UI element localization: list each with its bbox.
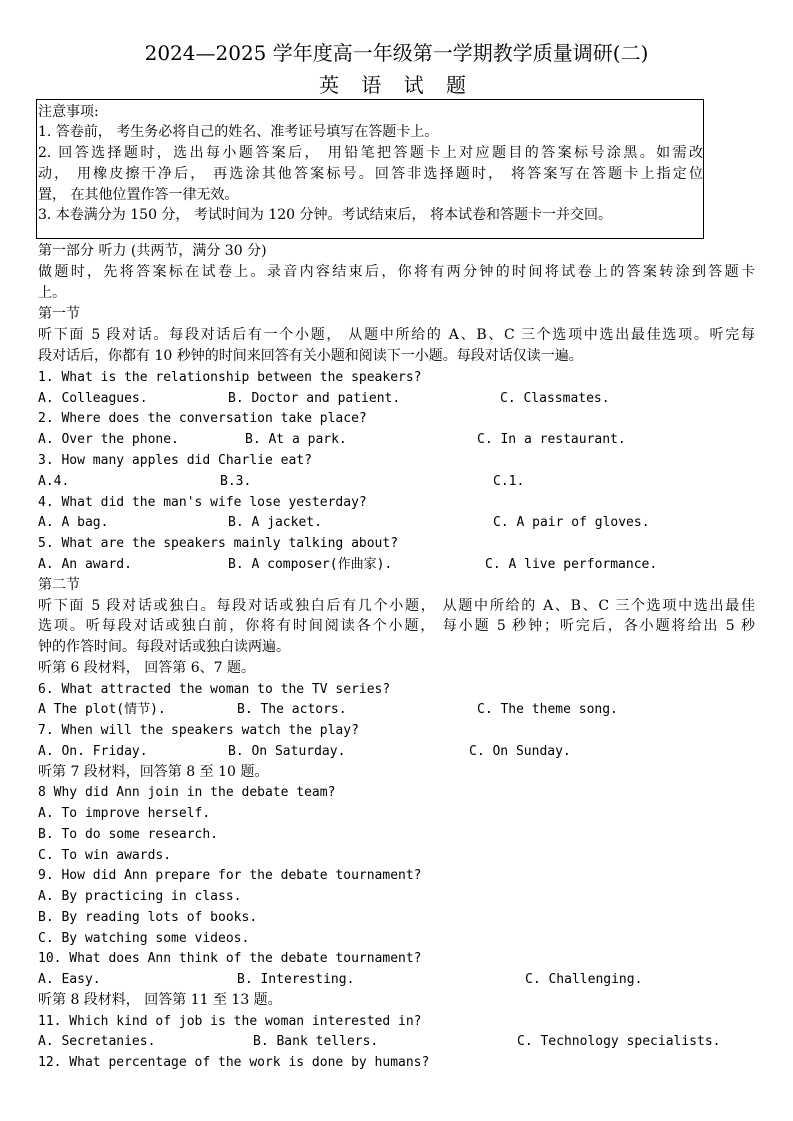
question-3-option-c: C.1. xyxy=(493,474,525,489)
question-3-option-b: B.3. xyxy=(220,474,252,489)
question-2-option-b: B. At a park. xyxy=(245,432,347,447)
question-10-option-c: C. Challenging. xyxy=(525,972,643,987)
material-7-heading: 听第 7 段材料，回答第 8 至 10 题。 xyxy=(38,764,269,780)
question-7-option-c: C. On Sunday. xyxy=(469,744,571,759)
question-11-option-b: B. Bank tellers. xyxy=(253,1034,379,1049)
section2-intro-line-1: 听下面 5 段对话或独白。每段对话或独白后有几个小题， 从题中所给的 A、B、C 三个选项中选出最佳 xyxy=(38,598,755,614)
question-11-option-c: C. Technology specialists. xyxy=(517,1034,721,1049)
section2-heading: 第二节 xyxy=(38,577,80,593)
question-2-stem: 2. Where does the conversation take place? xyxy=(38,411,367,426)
question-1-stem: 1. What is the relationship between the speakers? xyxy=(38,370,422,385)
exam-subtitle: 英 语 试 题 xyxy=(318,73,475,97)
notice-item-2-line-3: 置， 在其他位置作答一律无效。 xyxy=(38,187,239,203)
exam-title: 2024—2025 学年度高一年级第一学期教学质量调研(二) xyxy=(144,41,649,65)
notice-item-2-line-1: 2. 回答选择题时，选出每小题答案后， 用铅笔把答题卡上对应题目的答案标号涂黑。如需改 xyxy=(38,145,703,161)
notice-heading: 注意事项: xyxy=(38,104,99,120)
question-9-option-b: B. By reading lots of books. xyxy=(38,910,258,925)
question-6-stem: 6. What attracted the woman to the TV series? xyxy=(38,682,391,697)
question-5-option-b: B. A composer(作曲家). xyxy=(228,557,393,572)
notice-item-3: 3. 本卷满分为 150 分， 考试时间为 120 分钟。考试结束后， 将本试卷和答题卡一并交回。 xyxy=(38,207,612,223)
question-2-option-a: A. Over the phone. xyxy=(38,432,179,447)
question-10-option-b: B. Interesting. xyxy=(237,972,355,987)
question-11-option-a: A. Secretanies. xyxy=(38,1034,156,1049)
notice-item-2-line-2: 动， 用橡皮擦干净后， 再选涂其他答案标号。回答非选择题时， 将答案写在答题卡上指定位 xyxy=(38,166,703,182)
question-5-stem: 5. What are the speakers mainly talking about? xyxy=(38,536,399,551)
question-11-stem: 11. Which kind of job is the woman interested in? xyxy=(38,1014,422,1029)
material-8-heading: 听第 8 段材料， 回答第 11 至 13 题。 xyxy=(38,992,282,1008)
section2-intro-line-2: 选项。听每段对话或独白前，你将有时间阅读各个小题， 每小题 5 秒钟；听完后，各小题将给出 5 秒 xyxy=(38,618,755,634)
question-7-option-a: A. On. Friday. xyxy=(38,744,148,759)
question-9-option-c: C. By watching some videos. xyxy=(38,931,250,946)
question-1-option-a: A. Colleagues. xyxy=(38,391,148,406)
question-4-option-a: A. A bag. xyxy=(38,515,109,530)
question-12-stem: 12. What percentage of the work is done by humans? xyxy=(38,1055,430,1070)
question-5-option-c: C. A live performance. xyxy=(485,557,658,572)
question-7-stem: 7. When will the speakers watch the play? xyxy=(38,723,359,738)
notice-item-1: 1. 答卷前， 考生务必将自己的姓名、准考证号填写在答题卡上。 xyxy=(38,124,439,140)
material-6-heading: 听第 6 段材料， 回答第 6、7 题。 xyxy=(38,660,255,676)
question-1-option-b: B. Doctor and patient. xyxy=(228,391,401,406)
section2-intro-line-3: 钟的作答时间。每段对话或独白读两遍。 xyxy=(38,639,290,655)
question-8-stem: 8 Why did Ann join in the debate team? xyxy=(38,785,336,800)
question-8-option-b: B. To do some research. xyxy=(38,827,219,842)
question-5-option-a: A. An award. xyxy=(38,557,132,572)
part1-intro-line-1: 做题时，先将答案标在试卷上。录音内容结束后，你将有两分钟的时间将试卷上的答案转涂到答题卡 xyxy=(38,264,755,280)
question-4-option-b: B. A jacket. xyxy=(228,515,322,530)
question-8-option-c: C. To win awards. xyxy=(38,848,172,863)
section1-intro-line-1: 听下面 5 段对话。每段对话后有一个小题， 从题中所给的 A、B、C 三个选项中选出最佳选项。听完每 xyxy=(38,327,755,343)
question-10-stem: 10. What does Ann think of the debate tournament? xyxy=(38,951,422,966)
question-3-stem: 3. How many apples did Charlie eat? xyxy=(38,453,312,468)
part1-heading: 第一部分 听力 (共两节，满分 30 分) xyxy=(38,243,267,259)
question-6-option-b: B. The actors. xyxy=(237,702,347,717)
question-2-option-c: C. In a restaurant. xyxy=(477,432,626,447)
question-3-option-a: A.4. xyxy=(38,474,70,489)
section1-heading: 第一节 xyxy=(38,306,80,322)
question-8-option-a: A. To improve herself. xyxy=(38,806,211,821)
question-9-stem: 9. How did Ann prepare for the debate tournament? xyxy=(38,868,422,883)
question-7-option-b: B. On Saturday. xyxy=(228,744,346,759)
question-9-option-a: A. By practicing in class. xyxy=(38,889,242,904)
section1-intro-line-2: 段对话后，你都有 10 秒钟的时间来回答有关小题和阅读下一小题。每段对话仅读一遍。 xyxy=(38,348,583,364)
question-10-option-a: A. Easy. xyxy=(38,972,101,987)
question-4-option-c: C. A pair of gloves. xyxy=(493,515,650,530)
question-6-option-a: A The plot(情节). xyxy=(38,702,166,717)
part1-intro-line-2: 上。 xyxy=(38,285,66,301)
question-6-option-c: C. The theme song. xyxy=(477,702,618,717)
question-4-stem: 4. What did the man's wife lose yesterday? xyxy=(38,495,367,510)
question-1-option-c: C. Classmates. xyxy=(500,391,610,406)
